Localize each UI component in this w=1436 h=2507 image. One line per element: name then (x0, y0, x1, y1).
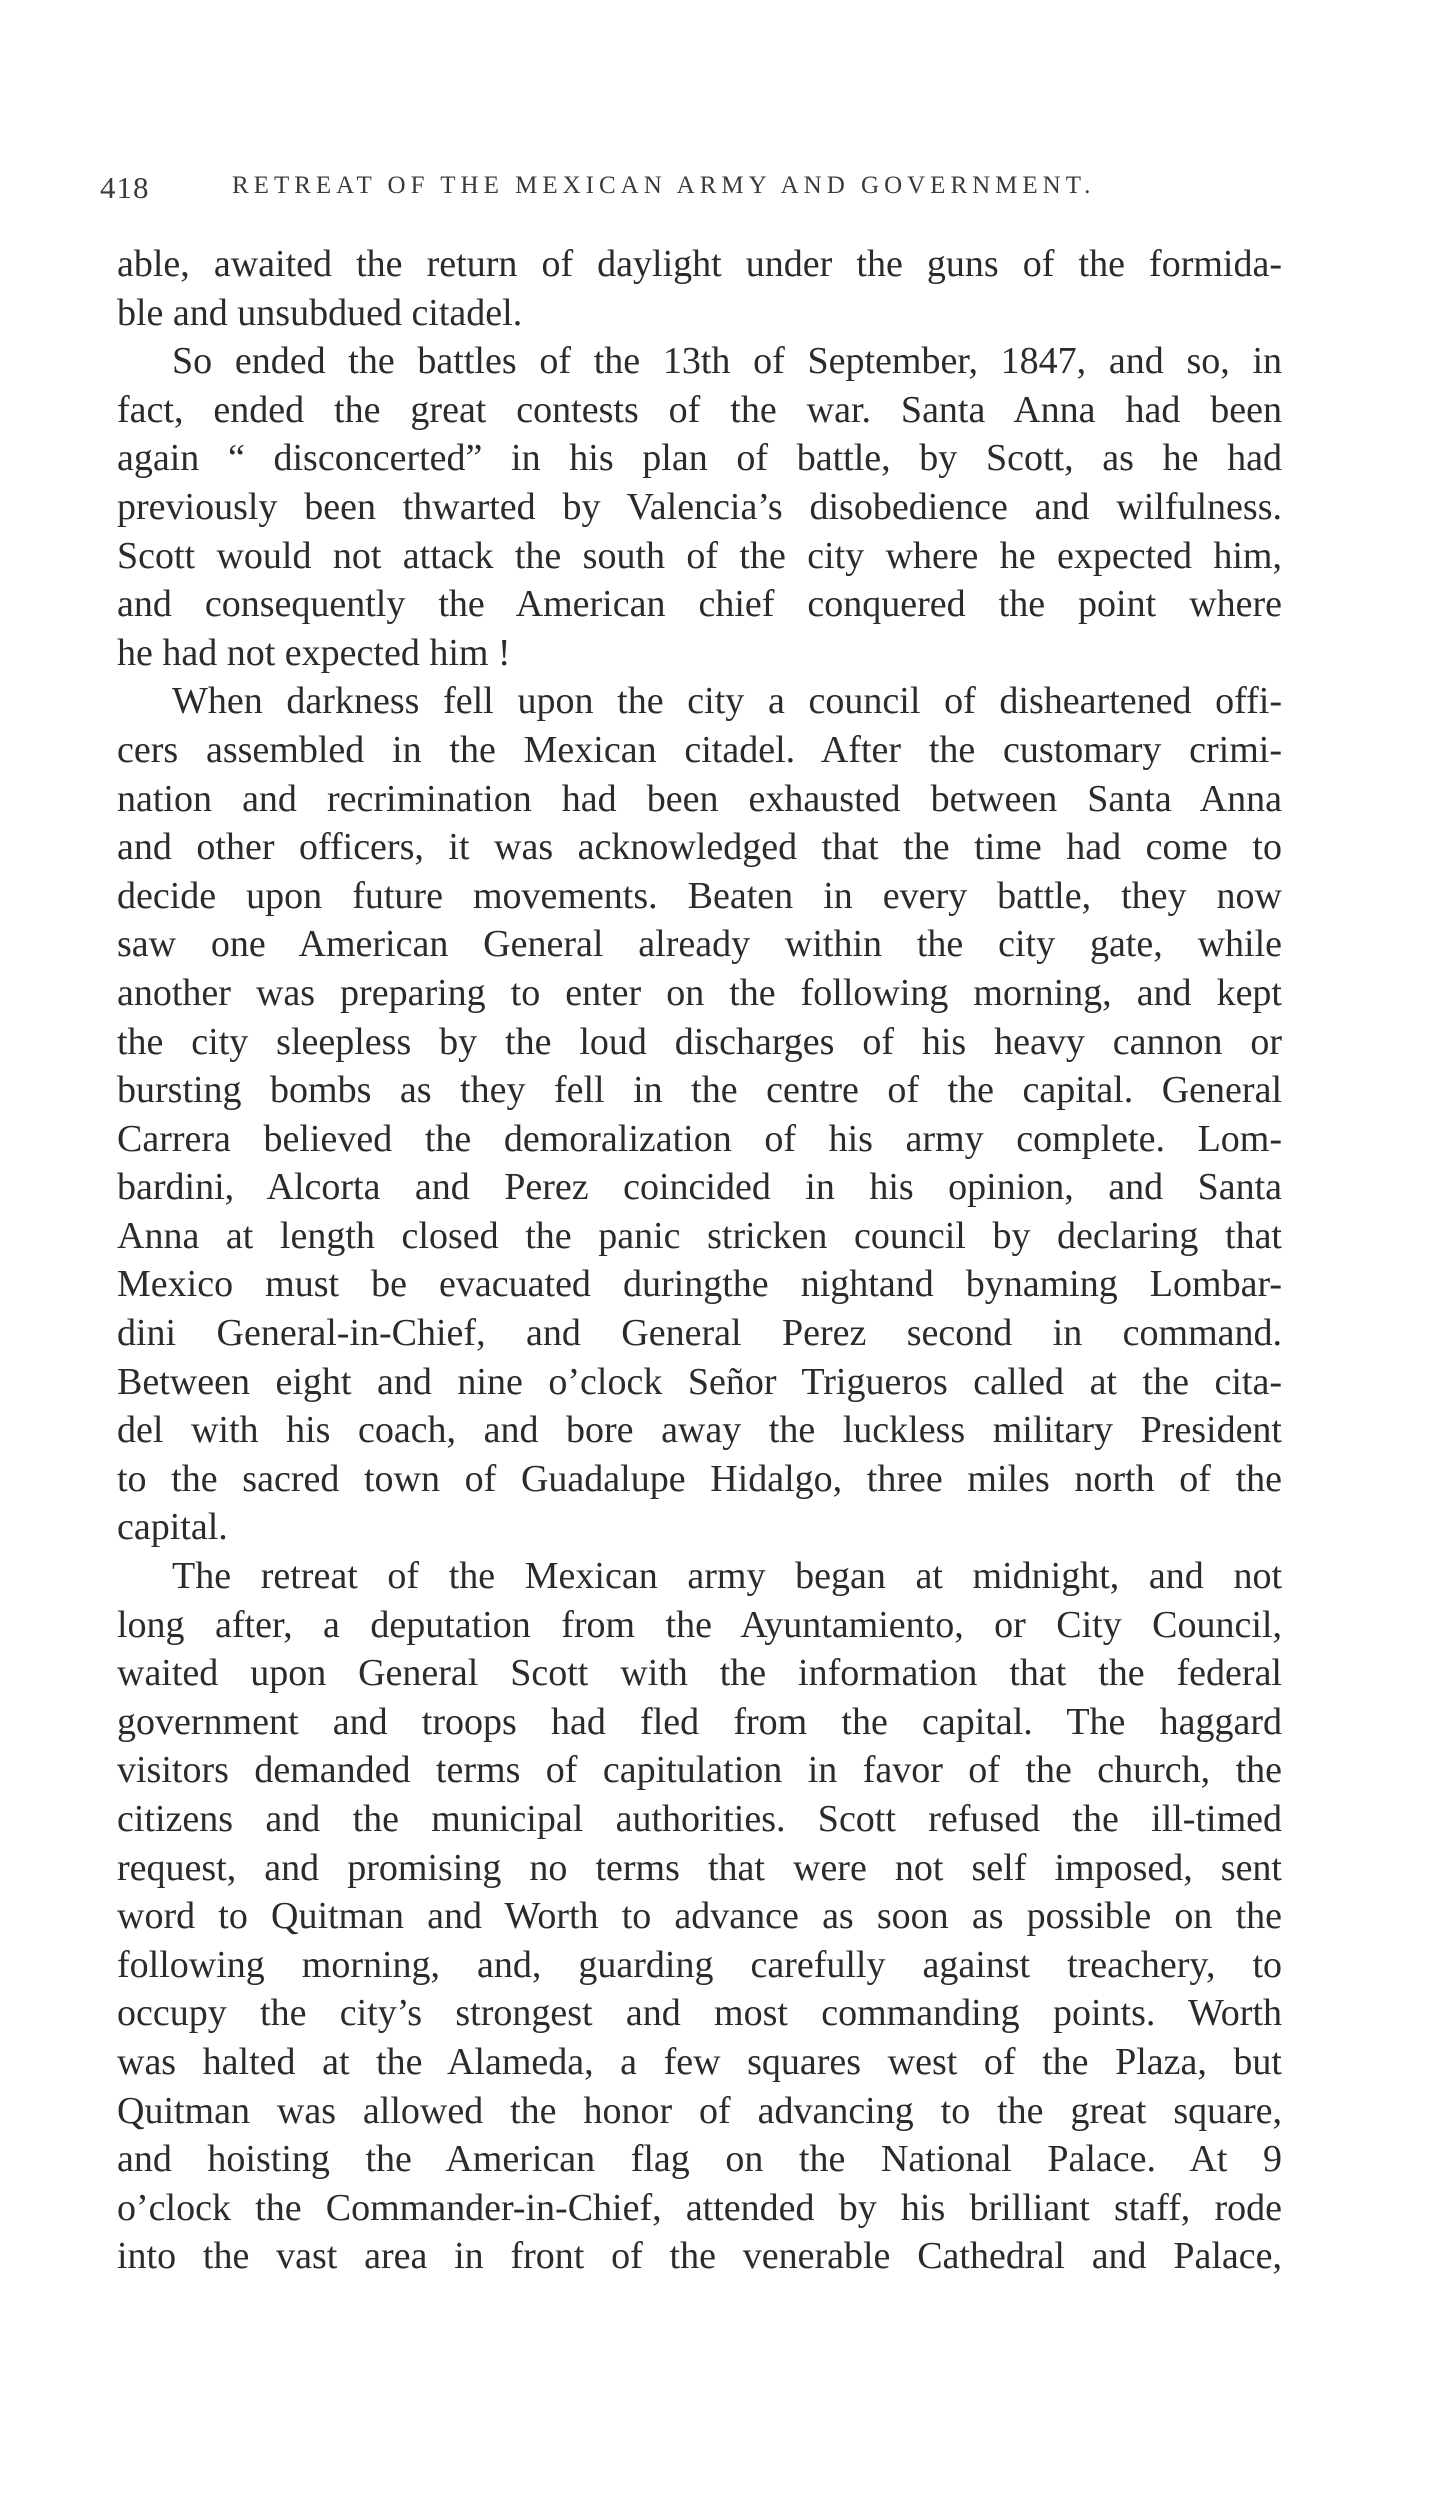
text-line: ble and unsubdued citadel. (117, 291, 523, 334)
text-line: Quitman was allowed the honor of advancing to the great square, (117, 2089, 1282, 2132)
text-line: was halted at the Alameda, a few squares west of the Plaza, but (117, 2040, 1282, 2083)
text-line: previously been thwarted by Valencia’s disobedience and wilfulness. (117, 485, 1282, 528)
text-line: bursting bombs as they fell in the centre of the capital. General (117, 1069, 1282, 1112)
text-line: decide upon future movements. Beaten in every battle, they now (117, 874, 1282, 917)
text-line: del with his coach, and bore away the luckless military President (117, 1409, 1282, 1452)
page-number: 418 (100, 170, 150, 205)
text-line: and other officers, it was acknowledged that the time had come to (117, 826, 1282, 869)
text-line: long after, a deputation from the Ayuntamiento, or City Council, (117, 1603, 1282, 1646)
text-line: citizens and the municipal authorities. Scott refused the ill-timed (117, 1798, 1282, 1840)
text-line: So ended the battles of the 13th of September, 1847, and so, in (172, 340, 1282, 383)
text-line: into the vast area in front of the venerable Cathedral and Palace, (117, 2235, 1282, 2278)
running-head (100, 170, 1275, 210)
text-line: o’clock the Commander-in-Chief, attended by his brilliant staff, rode (117, 2186, 1282, 2229)
text-line: saw one American General already within the city gate, while (117, 923, 1282, 966)
text-line: visitors demanded terms of capitulation in favor of the church, the (117, 1749, 1282, 1792)
text-line: Mexico must be evacuated duringthe nightand bynaming Lombar- (117, 1263, 1282, 1306)
text-line: waited upon General Scott with the information that the federal (117, 1652, 1282, 1695)
text-line: dini General-in-Chief, and General Perez second in command. (117, 1312, 1282, 1355)
text-line: able, awaited the return of daylight under the guns of the formida- (117, 243, 1282, 285)
body-text (117, 240, 1282, 2281)
text-line: following morning, and, guarding carefully against treachery, to (117, 1943, 1282, 1986)
text-line: request, and promising no terms that were not self imposed, sent (117, 1846, 1282, 1889)
text-line: Anna at length closed the panic stricken council by declaring that (117, 1214, 1282, 1257)
text-line: fact, ended the great contests of the war. Santa Anna had been (117, 388, 1282, 431)
text-line: nation and recrimination had been exhausted between Santa Anna (117, 777, 1282, 820)
text-line: the city sleepless by the loud discharges of his heavy cannon or (117, 1020, 1282, 1063)
text-line: bardini, Alcorta and Perez coincided in his opinion, and Santa (117, 1166, 1282, 1209)
text-line: again “ disconcerted” in his plan of battle, by Scott, as he had (117, 437, 1282, 480)
text-line: government and troops had fled from the capital. The haggard (117, 1700, 1282, 1743)
text-line: occupy the city’s strongest and most commanding points. Worth (117, 1992, 1282, 2035)
running-title: RETREAT OF THE MEXICAN ARMY AND GOVERNMENT. (232, 172, 1096, 199)
text-line: Between eight and nine o’clock Señor Trigueros called at the cita- (117, 1360, 1282, 1403)
text-line: and hoisting the American flag on the National Palace. At 9 (117, 2138, 1282, 2181)
text-line: cers assembled in the Mexican citadel. After the customary crimi- (117, 728, 1282, 771)
text-line: Carrera believed the demoralization of his army complete. Lom- (117, 1117, 1282, 1160)
text-line: The retreat of the Mexican army began at midnight, and not (172, 1555, 1282, 1598)
text-line: he had not expected him ! (117, 631, 511, 674)
text-line: to the sacred town of Guadalupe Hidalgo, three miles north of the (117, 1457, 1282, 1500)
text-line: and consequently the American chief conquered the point where (117, 583, 1282, 626)
text-line: another was preparing to enter on the following morning, and kept (117, 971, 1282, 1014)
text-line: When darkness fell upon the city a council of disheartened offi- (172, 680, 1282, 723)
text-line: Scott would not attack the south of the city where he expected him, (117, 534, 1282, 577)
text-line: word to Quitman and Worth to advance as soon as possible on the (117, 1895, 1282, 1938)
text-line: capital. (117, 1506, 228, 1549)
